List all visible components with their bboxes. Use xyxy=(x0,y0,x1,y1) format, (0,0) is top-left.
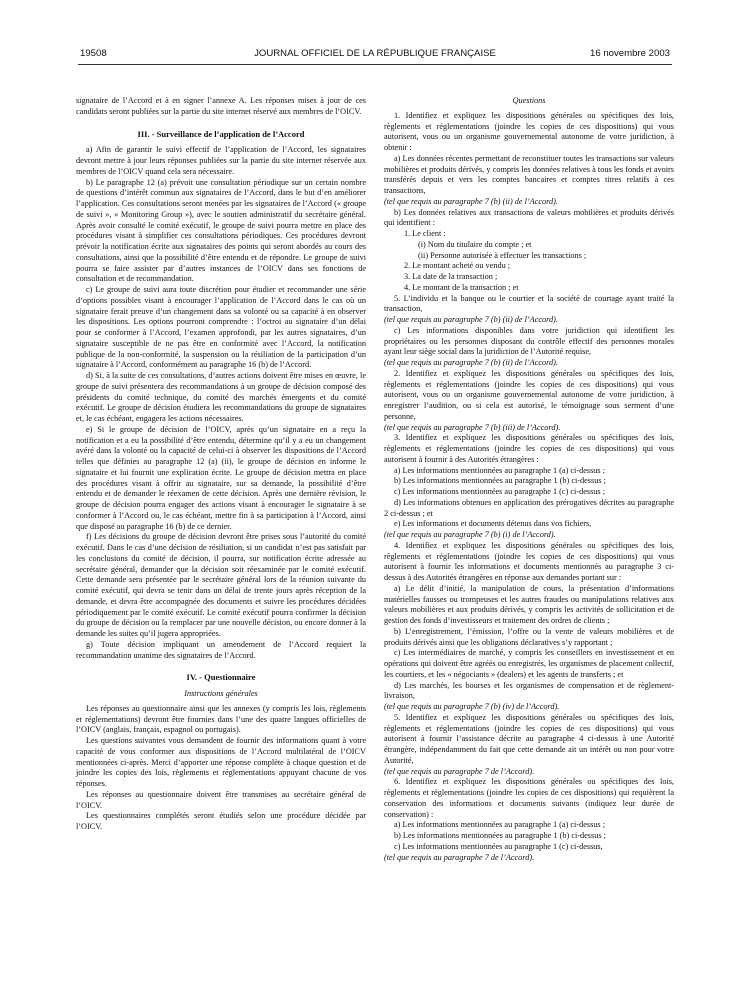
reference: (tel que requis au paragraphe 7 (b) (ii) de l’Accord). xyxy=(384,358,558,367)
section-heading: III. - Surveillance de l’application de l’Accord xyxy=(137,128,305,139)
list-item: e) Les informations et documents détenus dans vos fichiers, xyxy=(394,519,592,529)
list-item: b) Les informations mentionnées au paragraphe 1 (b) ci-dessus ; xyxy=(394,831,606,840)
reference: (tel que requis au paragraphe 7 (b) (ii) de l’Accord). xyxy=(384,315,558,324)
paragraph: b) Le paragraphe 12 (a) prévoit une consultation périodique sur un certain nombre de questions d’intérêt commun aux signataires de l’Accord, dans le but d’en améliorer l’application. Ces consultations seront menées par les signataires de l’Accord (« groupe de suivi », « Monitoring Group »), avec le soutien administratif du secrétaire général. Après avoir consulté le comité exécutif, le groupe de suivi pourra mettre en place des procédures visant à simplifier ces consultations périodiques. Ces procédures devront prévoir la notification écrite aux signataires des points qui seront abordés au cours des consultations, ainsi que la possibilité d’être entendu et de répondre. Le groupe de suivi pourra se faire assister par d’autres instances de l’OICV dans ses fonctions de consultation et de recommandation. xyxy=(76,177,366,284)
paragraph: Les questionnaires complétés seront étudiés selon une procédure décidée par l’OICV. xyxy=(76,811,366,831)
reference: (tel que requis au paragraphe 7 (b) (iii) de l’Accord). xyxy=(384,422,561,432)
paragraph: a) Les données récentes permettant de reconstituer toutes les transactions sur valeurs mobilières et produits dérivés, y compris les données relatives à tous les fonds et avoirs transférés depuis et vers les comptes bancaires et comptes titres relatifs à ces transactions, xyxy=(384,153,674,195)
header-rule xyxy=(78,64,672,65)
paragraph: e) Si le groupe de décision de l’OICV, après qu’un signataire en a reçu la notification et a eu la possibilité d’être entendu, détermine qu’il y a eu un changement avéré dans la volonté ou la capacité de celui-ci à observer les dispositions de l’Accord telles que définies au paragraphe 12 (a) (ii), le groupe de décision en informe le signataire et lui fournit une explication écrite. Le groupe de décision mettra en place des procédures visant à offrir au signataire, sur sa demande, la possibilité d’être entendu et de demander le réexamen de cette décision. Après une dernière révision, le groupe de décision pourra engager des actions visant à encourager le signataire à se conformer à l’Accord ou, le cas échéant, mettre fin à sa participation à l’Accord, ainsi que disposé au paragraphe 16 (b) de ce dernier. xyxy=(76,424,366,531)
list-item: 5. L’individu et la banque ou le courtier et la société de courtage ayant traité la transaction, xyxy=(384,293,674,314)
reference: (tel que requis au paragraphe 7 (b) (ii) de l’Accord). xyxy=(384,196,558,206)
paragraph: g) Toute décision impliquant un amendement de l’Accord requiert la recommandation unanime des signataires de l’Accord. xyxy=(76,639,366,660)
list-item: a) Les informations mentionnées au paragraphe 1 (a) ci-dessus ; xyxy=(394,820,605,830)
list-item: a) Le délit d’initié, la manipulation de cours, la présentation d’informations matérielles fausses ou trompeuses et les autres fraudes ou manipulations relatives aux valeurs mobilières et aux produits dérivés, y compris les activités de sollicitation et de gestion des fonds d’investisseurs et traitement des ordres de clients ; xyxy=(384,583,674,625)
paragraph: c) Les informations disponibles dans votre juridiction qui identifient les propriétaires ou les personnes disposant du contrôle effectif des personnes morales ayant leur siège social dans la juridiction de l’Autorité requise, xyxy=(384,325,674,357)
section-heading: IV. - Questionnaire xyxy=(186,672,256,683)
paragraph: f) Les décisions du groupe de décision devront être prises sous l’autorité du comité exécutif. Dans le cas d’une décision de résiliation, si un candidat n’est pas satisfait par les conclusions du comité de décision, il pourra, sur notification écrite adressée au secrétaire général, demander que la décision soit réexaminée par le comité exécutif. Cette demande sera présentée par le secrétaire général lors de la réunion suivante du comité exécutif, qui devra se tenir dans un délai de trente jours après réception de la demande, et devra être accompagnée des documents et suivre les procédures décidées périodiquement par le comité exécutif. Le comité exécutif pourra confirmer la décision du groupe de décision ou la remplacer par une nouvelle décision, ou encore donner à la demande les suites qu’il jugera appropriées. xyxy=(76,532,366,638)
subsection-heading: Instructions générales xyxy=(184,689,258,698)
list-item: c) Les informations mentionnées au paragraphe 1 (c) ci-dessus, xyxy=(394,841,603,851)
paragraph: d) Si, à la suite de ces consultations, d’autres actions doivent être mises en œuvre, le groupe de suivi présentera des recommandations à un groupe de décision composé des présidents du comité technique, du comité des marchés émergents et du comité exécutif. Le groupe de décision étudiera les recommandations du groupe de signataires et, le cas échéant, engagera les actions nécessaires. xyxy=(76,371,366,423)
paragraph: 2. Identifiez et expliquez les dispositions générales ou spécifiques des lois, règlements et réglementations (joindre les copies de ces dispositions) qui vous autorisent, vous ou un organisme gouvernemental autonome de votre juridiction, à enregistrer l’audition, ou si cela est autorisé, le témoignage sous serment d’une personne, xyxy=(384,368,674,421)
list-item: b) L’enregistrement, l’émission, l’offre ou la vente de valeurs mobilières et de produits dérivés ainsi que les obligations déclaratives s’y rapportant ; xyxy=(384,626,674,647)
list-item: 1. Le client : xyxy=(404,229,446,238)
paragraph: 6. Identifiez et expliquez les dispositions générales ou spécifiques des lois, règlements et réglementations (joindre les copies de ces dispositions) qui requièrent la conservation des informations et documents suivants (indiquez leur durée de conservation) : xyxy=(384,777,674,819)
paragraph: Les questions suivantes vous demandent de fournir des informations quant à votre capacité de vous conformer aux dispositions de l’Accord multilatéral de l’OICV mentionnées ci-après. Merci d’apporter une réponse complète à chaque question et de joindre les copies des lois, règlements et réglementations appuyant chacune de vos réponses. xyxy=(76,736,366,788)
list-item: c) Les intermédiaires de marché, y compris les conseillers en investissement et en opérations qui doivent être agréés ou enregistrés, les organismes de placement collectif, les courtiers, et les « négociants » (dealers) et les agents de transferts ; et xyxy=(384,648,674,679)
list-item: 2. Le montant acheté ou vendu ; xyxy=(404,261,511,271)
paragraph: 4. Identifiez et expliquez les dispositions générales ou spécifiques des lois, règlements et réglementations (joindre les copies de ces dispositions) qui vous autorisent à fournir les informations et documents mentionnés au paragraphe 3 ci-dessus à des Autorités étrangères en réponse aux demandes portant sur : xyxy=(384,540,674,582)
list-item: d) Les informations obtenues en application des prérogatives décrites au paragraphe 2 ci-dessus ; et xyxy=(384,497,674,518)
journal-title: JOURNAL OFFICIEL DE LA RÉPUBLIQUE FRANÇAISE xyxy=(254,48,496,59)
list-item: (i) Nom du titulaire du compte ; et xyxy=(418,239,532,249)
reference: (tel que requis au paragraphe 7 de l’Accord). xyxy=(384,766,535,776)
left-column xyxy=(76,96,366,833)
paragraph: 5. Identifiez et expliquez les dispositions générales ou spécifiques des lois, règlements et réglementations (joindre les copies de ces dispositions) qui vous autorisent à fournir l’assistance décrite au paragraphe 4 ci-dessus à une Autorité étrangère, indépendamment du fait que cette demande ait un intérêt ou non pour votre Autorité, xyxy=(384,712,674,765)
paragraph: a) Afin de garantir le suivi effectif de l’application de l’Accord, les signataires devront mettre à jour leurs réponses publiées sur la partie du site internet réservée aux membres de l’OICV quand cela sera nécessaire. xyxy=(76,145,366,176)
paragraph: signataire de l’Accord et à en signer l’annexe A. Les réponses mises à jour de ces candidats seront publiées sur la partie du site internet réservé aux membres de l’OICV. xyxy=(76,96,366,116)
paragraph: c) Le groupe de suivi aura toute discrétion pour étudier et recommander une série d’options possibles visant à encourager l’application de l’Accord dans le cas où un signataire ferait preuve d’un changement dans sa volonté ou sa capacité à en observer les dispositions. Les options pourront comprendre : l’octroi au signataire d’un délai pour se conformer à l’Accord, l’examen approfondi, par les autres signataires, d’un signataire susceptible de ne pas être en conformité avec l’Accord, la notification publique de la non-conformité, la suspension ou la résiliation de la participation d’un signataire à l’Accord, conformément au paragraphe 16 (b) de l’Accord. xyxy=(76,285,366,370)
list-item: d) Les marchés, les bourses et les organismes de compensation et de règlement-livraison, xyxy=(384,680,674,701)
questions-heading: Questions xyxy=(512,96,546,105)
page-header xyxy=(80,48,670,64)
paragraph: b) Les données relatives aux transactions de valeurs mobilières et produits dérivés qui identifient : xyxy=(384,207,674,228)
list-item: a) Les informations mentionnées au paragraphe 1 (a) ci-dessus ; xyxy=(394,465,605,475)
list-item: b) Les informations mentionnées au paragraphe 1 (b) ci-dessus ; xyxy=(394,476,606,486)
list-item: (ii) Personne autorisée à effectuer les transactions ; xyxy=(418,250,587,260)
page-number: 19508 xyxy=(80,48,107,59)
list-item: 3. La date de la transaction ; xyxy=(404,272,498,281)
paragraph: 1. Identifiez et expliquez les dispositions générales ou spécifiques des lois, règlements et réglementations (joindre les copies de ces dispositions) qui vous autorisent, vous ou un organisme gouvernemental autonome de votre juridiction, à obtenir : xyxy=(384,110,674,152)
list-item: 4. Le montant de la transaction ; et xyxy=(404,282,519,292)
right-column xyxy=(384,96,674,863)
reference: (tel que requis au paragraphe 7 (b) (i) de l’Accord). xyxy=(384,530,556,539)
paragraph: Les réponses au questionnaire doivent être transmises au secrétaire général de l’OICV. xyxy=(76,789,366,810)
reference: (tel que requis au paragraphe 7 (b) (iv) de l’Accord). xyxy=(384,702,560,711)
list-item: c) Les informations mentionnées au paragraphe 1 (c) ci-dessus ; xyxy=(394,487,605,496)
paragraph: 3. Identifiez et expliquez les dispositions générales ou spécifiques des lois, règlements et réglementations (joindre les copies de ces dispositions) qui vous autorisent à fournir à des Autorités étrangères : xyxy=(384,433,674,464)
publication-date: 16 novembre 2003 xyxy=(589,48,670,59)
reference: (tel que requis au paragraphe 7 de l’Accord). xyxy=(384,852,535,862)
paragraph: Les réponses au questionnaire ainsi que les annexes (y compris les lois, règlements et réglementations) devront être fournies dans l’une des quatre langues officielles de l’OICV (anglais, français, espagnol ou portugais). xyxy=(76,703,366,735)
